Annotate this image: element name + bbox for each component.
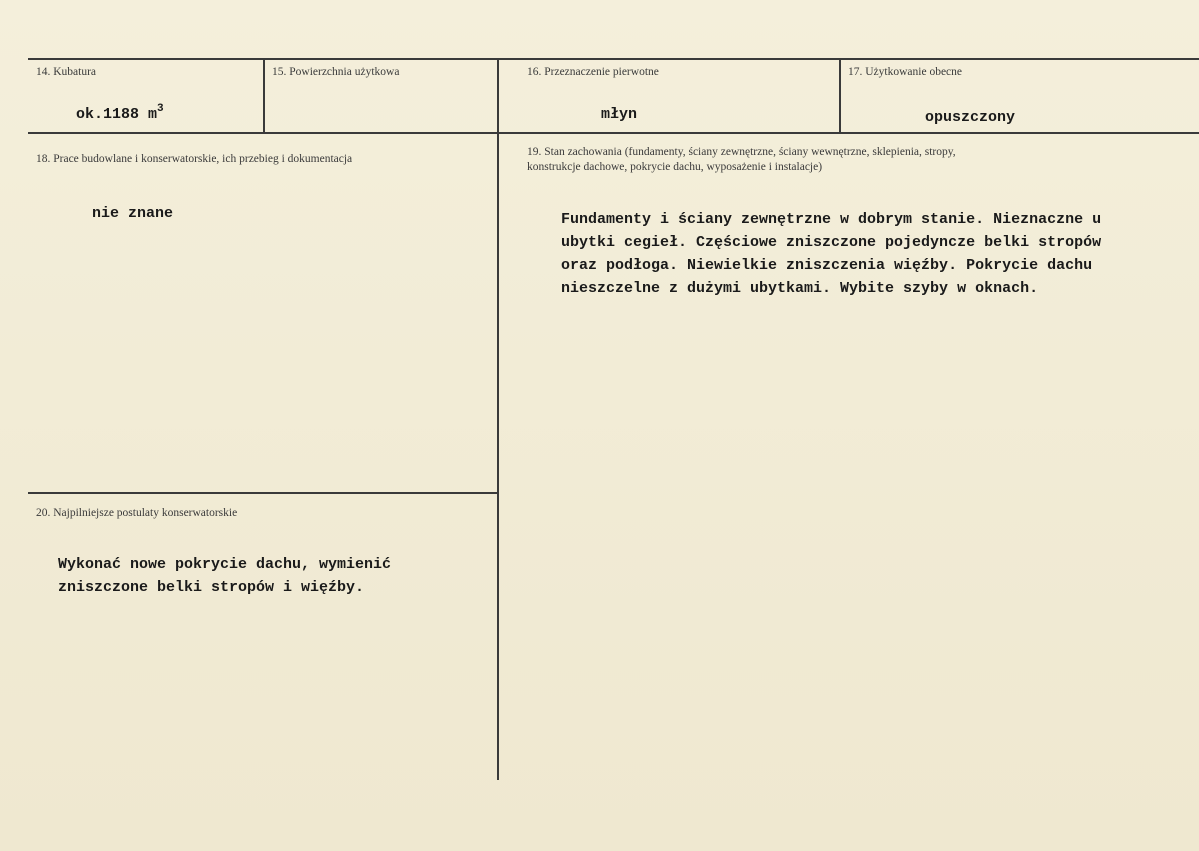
col-divider-main: [497, 58, 499, 780]
kubatura-number: ok.1188 m: [76, 106, 158, 123]
postulaty-label: 20. Najpilniejsze postulaty konserwatorskie: [36, 507, 238, 519]
stan-line-4: nieszczelne z dużymi ubytkami. Wybite szyby w oknach.: [561, 280, 1039, 297]
row1-divider: [28, 132, 1199, 134]
stan-line-1: Fundamenty i ściany zewnętrzne w dobrym stanie. Nieznaczne u: [561, 211, 1102, 228]
stan-line-2: ubytki cegieł. Częściowe zniszczone pojedyncze belki stropów: [561, 234, 1102, 251]
top-border: [28, 58, 1199, 60]
prace-label: 18. Prace budowlane i konserwatorskie, ich przebieg i dokumentacja: [36, 153, 353, 165]
kubatura-unit-exponent: 3: [157, 103, 164, 115]
stan-line-3: oraz podłoga. Niewielkie zniszczenia więźby. Pokrycie dachu: [561, 257, 1093, 274]
col-divider-16-17: [839, 58, 841, 133]
stan-text: [561, 208, 1101, 300]
stan-label-line2: konstrukcje dachowe, pokrycie dachu, wyposażenie i instalacje): [527, 161, 823, 173]
kubatura-value: [76, 103, 164, 123]
uzytkowanie-label: 17. Użytkowanie obecne: [848, 66, 963, 78]
prace-value: nie znane: [92, 205, 174, 222]
przeznaczenie-value: młyn: [601, 106, 638, 123]
postulaty-text: [58, 553, 391, 599]
stan-label-line1: 19. Stan zachowania (fundamenty, ściany zewnętrzne, ściany wewnętrzne, sklepienia, stropy,: [527, 146, 956, 158]
uzytkowanie-value: opuszczony: [925, 109, 1016, 126]
postulaty-line-2: zniszczone belki stropów i więźby.: [58, 579, 365, 596]
przeznaczenie-label: 16. Przeznaczenie pierwotne: [527, 66, 659, 78]
kubatura-label: 14. Kubatura: [36, 66, 97, 78]
powierzchnia-label: 15. Powierzchnia użytkowa: [272, 66, 400, 78]
col-divider-14-15: [263, 58, 265, 133]
section18-divider: [28, 492, 498, 494]
postulaty-line-1: Wykonać nowe pokrycie dachu, wymienić: [58, 556, 392, 573]
